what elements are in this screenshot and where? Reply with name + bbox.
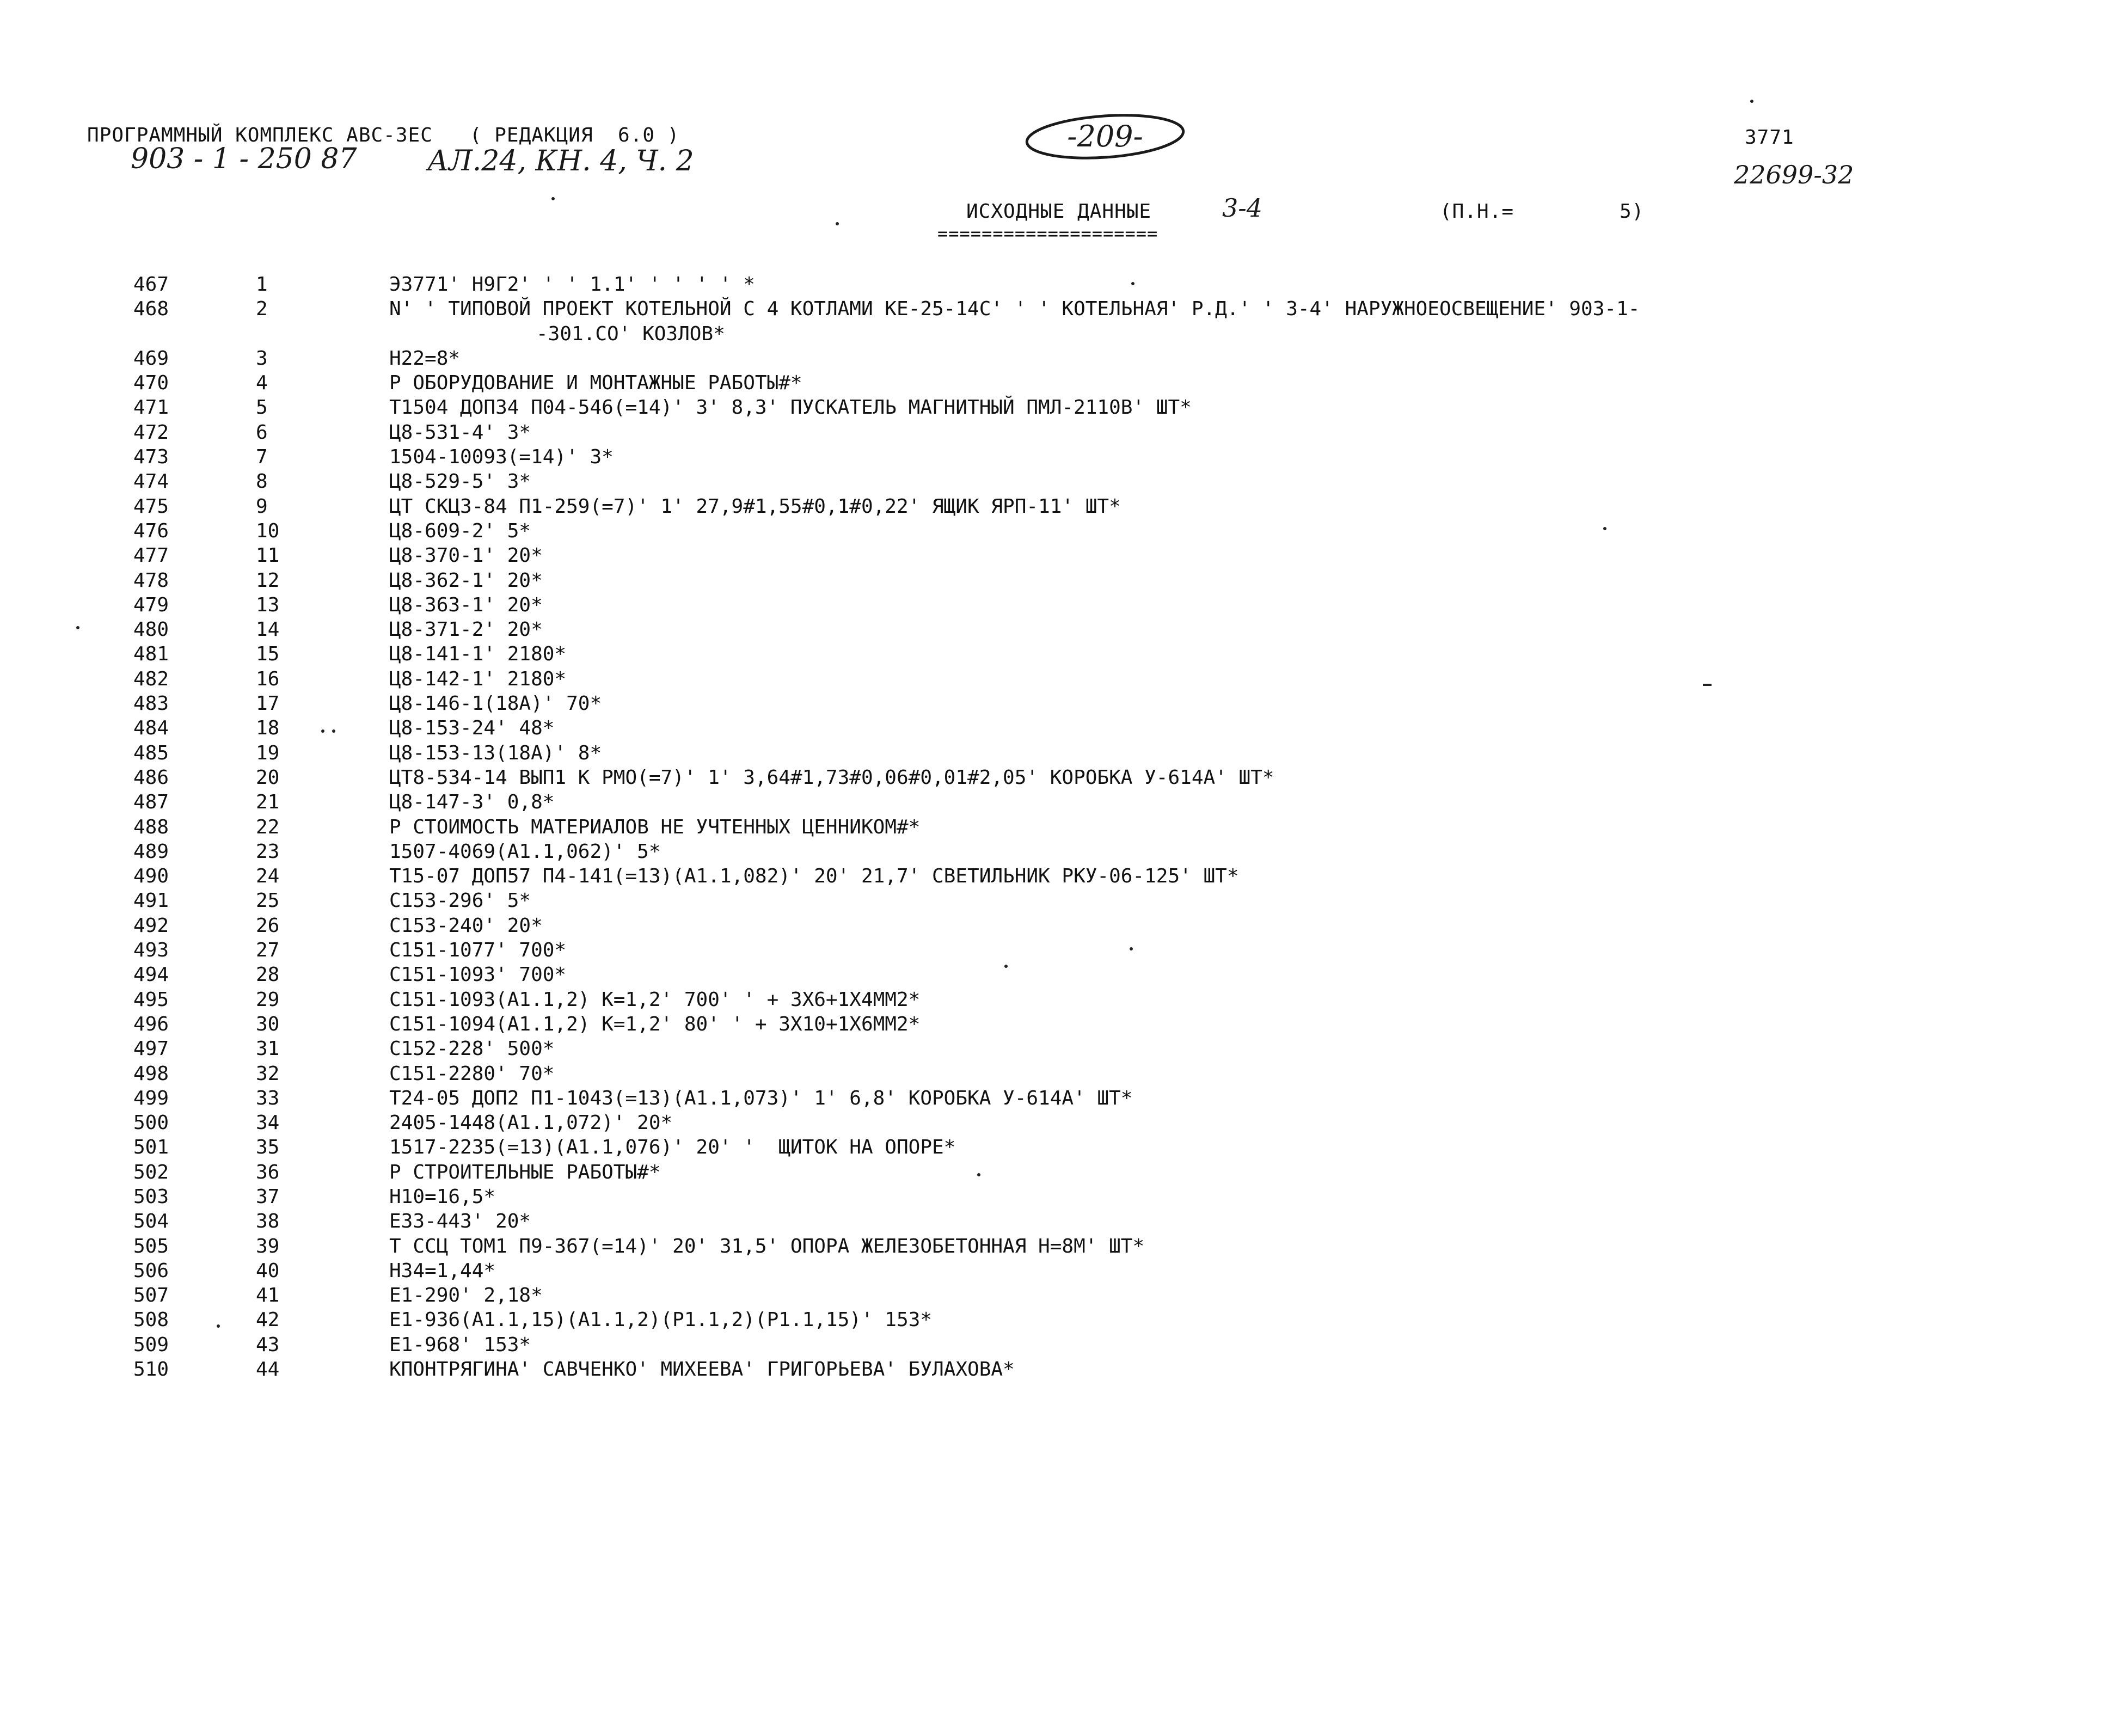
line-number: 509 — [133, 1333, 169, 1356]
line-number: 503 — [133, 1185, 169, 1208]
line-number: 472 — [133, 421, 169, 444]
listing-line — [0, 864, 2122, 888]
sequence-number: 22 — [256, 815, 280, 838]
line-number: 489 — [133, 840, 169, 863]
scan-speck — [1750, 100, 1753, 103]
line-text: Ц8-147-3' 0,8* — [389, 791, 555, 814]
line-text: С151-2280' 70* — [389, 1062, 555, 1085]
sequence-number: 40 — [256, 1259, 280, 1282]
listing-line — [0, 420, 2122, 445]
line-text: Э3771' Н9Г2' ' ' 1.1' ' ' ' ' * — [389, 273, 755, 296]
line-number: 474 — [133, 470, 169, 493]
line-text: С151-1093(А1.1,2) К=1,2' 700' ' + 3Х6+1Х4ММ2* — [389, 988, 921, 1011]
line-number: 487 — [133, 791, 169, 814]
listing-line — [0, 494, 2122, 519]
listing-line — [0, 445, 2122, 469]
line-number: 484 — [133, 717, 169, 740]
line-text: Ц8-153-13(18А)' 8* — [389, 741, 602, 764]
line-text: -301.СО' КОЗЛОВ* — [536, 322, 725, 345]
line-number: 495 — [133, 988, 169, 1011]
line-number: 480 — [133, 618, 169, 641]
line-text: ЦТ СКЦЗ-84 П1-259(=7)' 1' 27,9#1,55#0,1#0,22' ЯЩИК ЯРП-11' ШТ* — [389, 495, 1121, 518]
scan-speck — [1131, 282, 1134, 285]
handwritten-registration-number: 22699-32 — [1734, 160, 1854, 189]
listing-line — [0, 839, 2122, 864]
scan-speck — [76, 626, 79, 629]
scan-speck — [217, 1324, 220, 1328]
sequence-number: 3 — [256, 347, 268, 370]
line-text: Т24-05 ДОП2 П1-1043(=13)(А1.1,073)' 1' 6,8' КОРОБКА У-614А' ШТ* — [389, 1087, 1133, 1109]
line-text: Н22=8* — [389, 347, 461, 370]
listing-line — [0, 913, 2122, 938]
line-text: Р ОБОРУДОВАНИЕ И МОНТАЖНЫЕ РАБОТЫ#* — [389, 372, 802, 395]
sequence-number: 34 — [256, 1112, 280, 1134]
listing-line — [0, 543, 2122, 568]
sequence-number: 21 — [256, 791, 280, 814]
line-text: Ц8-371-2' 20* — [389, 618, 543, 641]
line-number: 482 — [133, 667, 169, 690]
scan-speck — [1004, 965, 1008, 968]
line-text: С153-296' 5* — [389, 890, 531, 912]
listing-line — [0, 691, 2122, 716]
line-number: 477 — [133, 544, 169, 567]
line-text: 1517-2235(=13)(А1.1,076)' 20' ' ЩИТОК НА ОПОРЕ* — [389, 1136, 956, 1159]
scan-speck — [1603, 527, 1606, 530]
handwritten-album-ref: АЛ.24, КН. 4, Ч. 2 — [427, 145, 694, 177]
sequence-number: 12 — [256, 569, 280, 592]
line-number: 507 — [133, 1284, 169, 1307]
listing-line — [0, 1308, 2122, 1332]
line-text: 1504-10093(=14)' 3* — [389, 446, 614, 469]
line-number: 468 — [133, 298, 169, 321]
sequence-number: 2 — [256, 298, 268, 321]
line-text: Н10=16,5* — [389, 1185, 496, 1208]
listing-line — [0, 568, 2122, 593]
line-number: 510 — [133, 1358, 169, 1381]
line-number: 485 — [133, 741, 169, 764]
sequence-number: 9 — [256, 495, 268, 518]
line-text: Е1-968' 153* — [389, 1333, 531, 1356]
line-text: С152-228' 500* — [389, 1038, 555, 1060]
line-text: Ц8-141-1' 2180* — [389, 643, 567, 666]
line-number: 478 — [133, 569, 169, 592]
sequence-number: 15 — [256, 643, 280, 666]
program-header: ПРОГРАММНЫЙ КОМПЛЕКС АВС-3ЕС ( РЕДАКЦИЯ 6.0 ) — [87, 124, 680, 146]
sequence-number: 18 — [256, 717, 280, 740]
line-number: 470 — [133, 372, 169, 395]
page-number-stamp — [1023, 112, 1187, 162]
sequence-number: 16 — [256, 667, 280, 690]
listing-line — [0, 617, 2122, 642]
sequence-number: 39 — [256, 1235, 280, 1257]
sequence-number: 41 — [256, 1284, 280, 1307]
sequence-number: 17 — [256, 692, 280, 715]
sequence-number: 4 — [256, 372, 268, 395]
stamp-page-number: -209- — [1067, 119, 1143, 154]
line-number: 494 — [133, 964, 169, 986]
line-number: 508 — [133, 1309, 169, 1332]
listing-line — [0, 469, 2122, 494]
listing-line — [0, 888, 2122, 913]
listing-line — [0, 1357, 2122, 1382]
line-text: ЦТ8-534-14 ВЫП1 К РМО(=7)' 1' 3,64#1,73#0,06#0,01#2,05' КОРОБКА У-614А' ШТ* — [389, 766, 1274, 789]
line-text: С151-1093' 700* — [389, 964, 567, 986]
line-text: 2405-1448(А1.1,072)' 20* — [389, 1112, 673, 1134]
line-text: N' ' ТИПОВОЙ ПРОЕКТ КОТЕЛЬНОЙ С 4 КОТЛАМИ КЕ-25-14С' ' ' КОТЕЛЬНАЯ' Р.Д.' ' 3-4' НАРУЖНОЕОСВЕЩЕНИЕ' 903-1- — [389, 298, 1640, 321]
document-title: ИСХОДНЫЕ ДАННЫЕ — [966, 200, 1152, 223]
listing-line — [0, 642, 2122, 666]
sequence-number: 6 — [256, 421, 268, 444]
line-text: Е1-290' 2,18* — [389, 1284, 543, 1307]
listing-line — [0, 962, 2122, 987]
sequence-number: 37 — [256, 1185, 280, 1208]
listing-line — [0, 790, 2122, 814]
line-text: Ц8-142-1' 2180* — [389, 667, 567, 690]
line-number: 476 — [133, 519, 169, 542]
listing-line — [0, 716, 2122, 740]
sequence-number: 14 — [256, 618, 280, 641]
pn-label: (П.Н.= — [1440, 200, 1514, 223]
line-number: 469 — [133, 347, 169, 370]
line-number: 479 — [133, 593, 169, 616]
scan-mark — [1703, 684, 1712, 686]
sequence-number: 38 — [256, 1210, 280, 1233]
listing-line — [0, 593, 2122, 617]
line-number: 502 — [133, 1161, 169, 1183]
sequence-number: 1 — [256, 273, 268, 296]
title-underline: ==================== — [937, 223, 1158, 244]
line-number: 506 — [133, 1259, 169, 1282]
line-text: Ц8-153-24' 48* — [389, 717, 555, 740]
listing-line — [0, 815, 2122, 839]
line-text: Ц8-146-1(18А)' 70* — [389, 692, 602, 715]
line-text: Е33-443' 20* — [389, 1210, 531, 1233]
handwritten-title-suffix: 3-4 — [1222, 193, 1263, 223]
listing-line — [0, 1086, 2122, 1111]
listing-line — [0, 938, 2122, 962]
sequence-number: 44 — [256, 1358, 280, 1381]
listing-line — [0, 1283, 2122, 1308]
sequence-number: 26 — [256, 914, 280, 937]
listing-line — [0, 297, 2122, 321]
line-number: 501 — [133, 1136, 169, 1159]
line-number: 499 — [133, 1087, 169, 1109]
line-text: Ц8-529-5' 3* — [389, 470, 531, 493]
sequence-number: 35 — [256, 1136, 280, 1159]
line-number: 467 — [133, 273, 169, 296]
line-text: 1507-4069(А1.1,062)' 5* — [389, 840, 661, 863]
line-number: 486 — [133, 766, 169, 789]
sequence-number: 5 — [256, 396, 268, 419]
line-number: 500 — [133, 1112, 169, 1134]
scan-speck — [551, 197, 555, 200]
line-number: 471 — [133, 396, 169, 419]
line-number: 493 — [133, 939, 169, 962]
listing-line — [0, 346, 2122, 371]
listing-line — [0, 1185, 2122, 1209]
document-code: 3771 — [1745, 126, 1794, 149]
line-text: Н34=1,44* — [389, 1259, 496, 1282]
line-text: С151-1094(А1.1,2) К=1,2' 80' ' + 3Х10+1Х6ММ2* — [389, 1013, 921, 1035]
listing-line — [0, 765, 2122, 790]
sequence-number: 19 — [256, 741, 280, 764]
listing-line — [0, 371, 2122, 395]
line-text: Ц8-370-1' 20* — [389, 544, 543, 567]
listing-line — [0, 1111, 2122, 1135]
listing-line — [0, 1135, 2122, 1160]
sequence-number: 10 — [256, 519, 280, 542]
scan-speck — [977, 1173, 980, 1176]
sequence-number: 27 — [256, 939, 280, 962]
listing-line — [0, 1209, 2122, 1234]
listing-line — [0, 667, 2122, 691]
listing-line — [0, 1036, 2122, 1061]
scan-speck — [321, 729, 324, 733]
sequence-number: 7 — [256, 446, 268, 469]
listing-line — [0, 1234, 2122, 1259]
input-data-listing — [0, 272, 2122, 1382]
line-text: Т15-07 ДОП57 П4-141(=13)(А1.1,082)' 20' 21,7' СВЕТИЛЬНИК РКУ-06-125' ШТ* — [389, 865, 1239, 888]
listing-line — [0, 987, 2122, 1012]
listing-line — [0, 1012, 2122, 1036]
line-number: 473 — [133, 446, 169, 469]
sequence-number: 24 — [256, 865, 280, 888]
listing-continuation-line — [0, 322, 2122, 346]
sequence-number: 11 — [256, 544, 280, 567]
listing-line — [0, 1160, 2122, 1185]
sequence-number: 42 — [256, 1309, 280, 1332]
listing-line — [0, 272, 2122, 297]
handwritten-project-code: 903 - 1 - 250 87 — [131, 143, 357, 175]
sequence-number: 13 — [256, 593, 280, 616]
line-number: 475 — [133, 495, 169, 518]
sequence-number: 29 — [256, 988, 280, 1011]
line-number: 483 — [133, 692, 169, 715]
pn-value: 5) — [1620, 200, 1645, 223]
sequence-number: 32 — [256, 1062, 280, 1085]
line-number: 505 — [133, 1235, 169, 1257]
line-text: Ц8-363-1' 20* — [389, 593, 543, 616]
line-number: 488 — [133, 815, 169, 838]
line-text: Е1-936(А1.1,15)(А1.1,2)(Р1.1,2)(Р1.1,15)' 153* — [389, 1309, 932, 1332]
listing-line — [0, 741, 2122, 765]
sequence-number: 43 — [256, 1333, 280, 1356]
line-number: 498 — [133, 1062, 169, 1085]
listing-line — [0, 519, 2122, 543]
line-text: Ц8-531-4' 3* — [389, 421, 531, 444]
sequence-number: 23 — [256, 840, 280, 863]
listing-line — [0, 1062, 2122, 1086]
line-number: 490 — [133, 865, 169, 888]
line-text: Р СТРОИТЕЛЬНЫЕ РАБОТЫ#* — [389, 1161, 661, 1183]
sequence-number: 36 — [256, 1161, 280, 1183]
line-text: С151-1077' 700* — [389, 939, 567, 962]
line-text: Т1504 ДОП34 П04-546(=14)' 3' 8,3' ПУСКАТЕЛЬ МАГНИТНЫЙ ПМЛ-2110В' ШТ* — [389, 396, 1192, 419]
line-text: Ц8-609-2' 5* — [389, 519, 531, 542]
line-number: 492 — [133, 914, 169, 937]
line-text: КПОНТРЯГИНА' САВЧЕНКО' МИХЕЕВА' ГРИГОРЬЕВА' БУЛАХОВА* — [389, 1358, 1015, 1381]
line-number: 504 — [133, 1210, 169, 1233]
line-number: 496 — [133, 1013, 169, 1035]
scan-speck — [332, 729, 335, 733]
sequence-number: 20 — [256, 766, 280, 789]
sequence-number: 30 — [256, 1013, 280, 1035]
sequence-number: 25 — [256, 890, 280, 912]
line-text: Ц8-362-1' 20* — [389, 569, 543, 592]
sequence-number: 33 — [256, 1087, 280, 1109]
sequence-number: 28 — [256, 964, 280, 986]
line-number: 497 — [133, 1038, 169, 1060]
line-number: 481 — [133, 643, 169, 666]
listing-line — [0, 1333, 2122, 1357]
line-text: С153-240' 20* — [389, 914, 543, 937]
scan-speck — [1130, 947, 1133, 950]
sequence-number: 8 — [256, 470, 268, 493]
line-text: Т ССЦ ТОМ1 П9-367(=14)' 20' 31,5' ОПОРА ЖЕЛЕЗОБЕТОННАЯ Н=8М' ШТ* — [389, 1235, 1145, 1257]
sequence-number: 31 — [256, 1038, 280, 1060]
line-text: Р СТОИМОСТЬ МАТЕРИАЛОВ НЕ УЧТЕННЫХ ЦЕННИКОМ#* — [389, 815, 921, 838]
listing-line — [0, 1259, 2122, 1283]
scan-speck — [836, 222, 839, 225]
line-number: 491 — [133, 890, 169, 912]
listing-line — [0, 395, 2122, 420]
